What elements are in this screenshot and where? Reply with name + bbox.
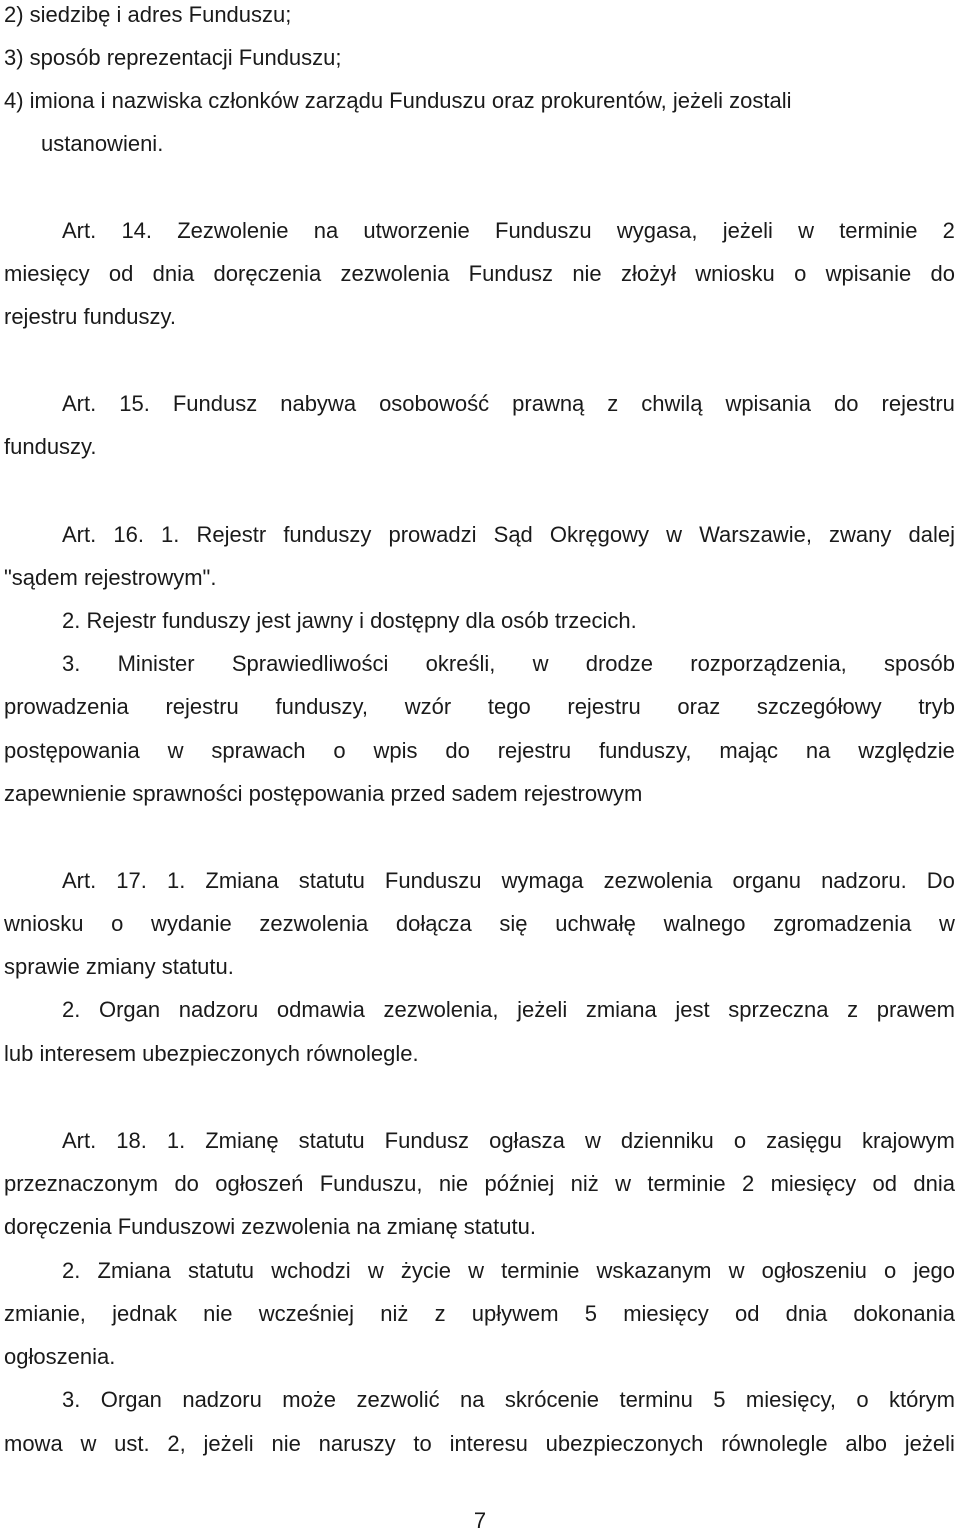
word: albo	[845, 1431, 887, 1456]
word: na	[460, 1387, 485, 1412]
word: Minister	[117, 651, 195, 676]
word: jego	[913, 1258, 955, 1283]
word: w	[584, 1128, 601, 1153]
word: Zmiana	[205, 868, 279, 893]
word: Do	[926, 868, 955, 893]
word: wchodzi	[271, 1258, 351, 1283]
word: mając	[719, 738, 779, 763]
word: terminie	[501, 1258, 580, 1283]
word: Art.	[62, 391, 97, 416]
word: do	[834, 391, 859, 416]
art15-line1	[62, 393, 955, 415]
word: drodze	[585, 651, 653, 676]
word: nadzoru.	[821, 868, 907, 893]
word: postępowania	[4, 738, 140, 763]
word: prowadzi	[388, 522, 477, 547]
word: z	[847, 997, 859, 1022]
art17-p1-line3: sprawie zmiany statutu.	[4, 954, 234, 979]
word: rejestru	[165, 694, 239, 719]
word: wniosku	[4, 911, 84, 936]
list-item-2: 2) siedzibę i adres Funduszu;	[4, 2, 292, 27]
art16-p3-line1	[62, 653, 955, 675]
word: do	[930, 261, 955, 286]
word: utworzenie	[363, 218, 470, 243]
word: wskazanym	[596, 1258, 712, 1283]
word: się	[499, 911, 528, 936]
word: dnia	[913, 1171, 955, 1196]
word: 2	[942, 218, 955, 243]
word: Fundusz	[172, 391, 258, 416]
word: przeznaczonym	[4, 1171, 159, 1196]
word: ogłoszeń	[215, 1171, 304, 1196]
word: walnego	[663, 911, 746, 936]
word: dzienniku	[620, 1128, 714, 1153]
word: dnia	[785, 1301, 828, 1326]
art16-p1-line2: "sądem rejestrowym".	[4, 565, 217, 590]
word: terminu	[619, 1387, 693, 1412]
word: 2,	[167, 1431, 186, 1456]
word: o	[733, 1128, 747, 1153]
word: rejestru	[881, 391, 955, 416]
word: terminie	[839, 218, 918, 243]
word: wcześniej	[258, 1301, 355, 1326]
word: Warszawie,	[699, 522, 812, 547]
word: w	[939, 911, 955, 936]
word: miesięcy	[770, 1171, 857, 1196]
word: doręczenia	[213, 261, 322, 286]
art14-line2	[4, 263, 955, 285]
art18-p2-line2	[4, 1303, 955, 1325]
word: prowadzenia	[4, 694, 129, 719]
word: wymaga	[501, 868, 584, 893]
word: Funduszu,	[319, 1171, 423, 1196]
art18-p2-line3: ogłoszenia.	[4, 1344, 116, 1369]
word: 5	[713, 1387, 726, 1412]
word: 17.	[116, 868, 147, 893]
word: miesięcy,	[745, 1387, 836, 1412]
word: dnia	[152, 261, 195, 286]
word: miesięcy	[4, 261, 90, 286]
art16-p3-line4: zapewnienie sprawności postępowania przed sadem rejestrowym	[4, 781, 643, 806]
word: niż	[380, 1301, 409, 1326]
word: Funduszu	[384, 868, 482, 893]
word: niż	[570, 1171, 599, 1196]
word: chwilą	[641, 391, 703, 416]
word: zgromadzenia	[773, 911, 912, 936]
art14-line3: rejestru funduszy.	[4, 304, 177, 329]
word: zwany	[829, 522, 892, 547]
word: statutu	[188, 1258, 255, 1283]
word: oraz	[677, 694, 721, 719]
word: dokonania	[853, 1301, 955, 1326]
word: statutu	[298, 1128, 365, 1153]
art17-p2-line1	[62, 999, 955, 1021]
word: o	[856, 1387, 869, 1412]
art16-p3-line3	[4, 740, 955, 762]
word: 16.	[113, 522, 144, 547]
art17-p2-line2: lub interesem ubezpieczonych równolegle.	[4, 1041, 419, 1066]
word: 2.	[62, 1258, 81, 1283]
word: osobowość	[379, 391, 490, 416]
word: w	[666, 522, 682, 547]
word: złożył	[620, 261, 676, 286]
word: zezwolenia	[340, 261, 450, 286]
word: o	[333, 738, 346, 763]
word: Okręgowy	[549, 522, 649, 547]
word: tryb	[918, 694, 955, 719]
list-item-4-cont: ustanowieni.	[41, 131, 164, 156]
word: ubezpieczonych	[545, 1431, 704, 1456]
word: prawem	[876, 997, 955, 1022]
word: mowa	[4, 1431, 63, 1456]
art16-p2: 2. Rejestr funduszy jest jawny i dostępny dla osób trzecich.	[62, 608, 637, 633]
word: którym	[889, 1387, 955, 1412]
art15-line2: funduszy.	[4, 434, 97, 459]
word: na	[313, 218, 339, 243]
word: nie	[572, 261, 602, 286]
word: z	[434, 1301, 446, 1326]
word: uchwałę	[555, 911, 636, 936]
word: wygasa,	[616, 218, 698, 243]
word: dalej	[908, 522, 955, 547]
word: nie	[203, 1301, 233, 1326]
word: nie	[271, 1431, 301, 1456]
word: Rejestr	[196, 522, 267, 547]
word: upływem	[471, 1301, 559, 1326]
list-item-4: 4) imiona i nazwiska członków zarządu Funduszu oraz prokurentów, jeżeli zostali	[4, 88, 792, 113]
word: zmianie,	[4, 1301, 86, 1326]
word: wpisania	[725, 391, 812, 416]
word: statutu	[298, 868, 365, 893]
word: zezwolenia	[259, 911, 369, 936]
word: względzie	[858, 738, 955, 763]
list-item-3: 3) sposób reprezentacji Funduszu;	[4, 45, 342, 70]
word: w	[532, 651, 549, 676]
word: sprzeczna	[728, 997, 829, 1022]
word: 3.	[62, 651, 81, 676]
word: zmiana	[585, 997, 657, 1022]
word: nie	[438, 1171, 469, 1196]
word: jednak	[112, 1301, 177, 1326]
word: może	[282, 1387, 337, 1412]
word: w	[80, 1431, 97, 1456]
word: zezwolić	[356, 1387, 440, 1412]
art18-p1-line3: doręczenia Funduszowi zezwolenia na zmianę statutu.	[4, 1214, 536, 1239]
word: 2.	[62, 997, 81, 1022]
word: wpis	[373, 738, 418, 763]
word: naruszy	[318, 1431, 396, 1456]
word: w	[367, 1258, 384, 1283]
word: Funduszu	[495, 218, 592, 243]
word: wzór	[404, 694, 452, 719]
art18-p2-line1	[62, 1260, 955, 1282]
word: Zezwolenie	[177, 218, 289, 243]
word: 3.	[62, 1387, 81, 1412]
word: w	[468, 1258, 484, 1283]
word: ogłasza	[489, 1128, 565, 1153]
word: rozporządzenia,	[690, 651, 847, 676]
word: funduszy,	[275, 694, 369, 719]
word: odmawia	[276, 997, 365, 1022]
word: o	[794, 261, 807, 286]
word: jeżeli	[517, 997, 568, 1022]
word: Fundusz	[384, 1128, 470, 1153]
word: Fundusz	[468, 261, 554, 286]
word: skrócenie	[504, 1387, 600, 1412]
word: nadzoru	[178, 997, 259, 1022]
word: rejestru	[497, 738, 572, 763]
word: o	[111, 911, 124, 936]
word: ogłoszeniu	[761, 1258, 867, 1283]
word: interesu	[449, 1431, 528, 1456]
word: od	[734, 1301, 760, 1326]
word: równolegle	[721, 1431, 828, 1456]
word: dołącza	[395, 911, 472, 936]
word: od	[108, 261, 134, 286]
word: prawną	[512, 391, 585, 416]
word: Sprawiedliwości	[231, 651, 389, 676]
word: nadzoru	[182, 1387, 262, 1412]
art17-p1-line1	[62, 870, 955, 892]
word: na	[805, 738, 831, 763]
art18-p1-line1	[62, 1130, 955, 1152]
word: 1.	[166, 868, 186, 893]
word: wydanie	[151, 911, 232, 936]
word: Art.	[62, 1128, 97, 1153]
word: wpisanie	[825, 261, 912, 286]
word: życie	[400, 1258, 451, 1283]
word: funduszy	[283, 522, 372, 547]
word: w	[167, 738, 184, 763]
word: 1.	[161, 522, 180, 547]
word: to	[413, 1431, 432, 1456]
art18-p3-line1	[62, 1389, 955, 1411]
word: Organ	[100, 1387, 162, 1412]
word: funduszy,	[598, 738, 692, 763]
art18-p3-line2	[4, 1433, 955, 1455]
art18-p1-line2	[4, 1173, 955, 1195]
word: 14.	[121, 218, 153, 243]
word: o	[883, 1258, 897, 1283]
word: Zmianę	[205, 1128, 279, 1153]
art16-p3-line2	[4, 696, 955, 718]
word: tego	[487, 694, 531, 719]
word: określi,	[425, 651, 496, 676]
word: miesięcy	[623, 1301, 709, 1326]
word: 1.	[166, 1128, 186, 1153]
word: zezwolenia,	[383, 997, 499, 1022]
word: Sąd	[493, 522, 533, 547]
word: rejestru	[567, 694, 641, 719]
word: 5	[584, 1301, 597, 1326]
word: jeżeli	[203, 1431, 254, 1456]
word: szczegółowy	[756, 694, 882, 719]
word: Art.	[62, 522, 97, 547]
word: sprawach	[211, 738, 306, 763]
word: nabywa	[280, 391, 357, 416]
word: w	[798, 218, 814, 243]
word: 18.	[116, 1128, 147, 1153]
word: jest	[675, 997, 710, 1022]
word: 15.	[119, 391, 150, 416]
page-number: 7	[473, 1508, 487, 1533]
word: Zmiana	[97, 1258, 171, 1283]
word: jeżeli	[722, 218, 773, 243]
art14-line1	[62, 220, 955, 242]
word: w	[615, 1171, 631, 1196]
word: ust.	[114, 1431, 150, 1456]
word: organu	[732, 868, 801, 893]
word: jeżeli	[904, 1431, 955, 1456]
word: w	[728, 1258, 745, 1283]
word: Art.	[62, 218, 97, 243]
word: zezwolenia	[603, 868, 713, 893]
word: do	[445, 738, 470, 763]
word: terminie	[647, 1171, 726, 1196]
word: od	[872, 1171, 897, 1196]
word: do	[174, 1171, 199, 1196]
word: wniosku	[695, 261, 775, 286]
word: krajowym	[861, 1128, 955, 1153]
word: zasięgu	[766, 1128, 842, 1153]
word: 2	[741, 1171, 755, 1196]
art17-p1-line2	[4, 913, 955, 935]
word: z	[607, 391, 619, 416]
word: sposób	[884, 651, 955, 676]
word: Art.	[62, 868, 97, 893]
word: Organ	[98, 997, 161, 1022]
word: później	[484, 1171, 555, 1196]
art16-p1-line1	[62, 524, 955, 546]
